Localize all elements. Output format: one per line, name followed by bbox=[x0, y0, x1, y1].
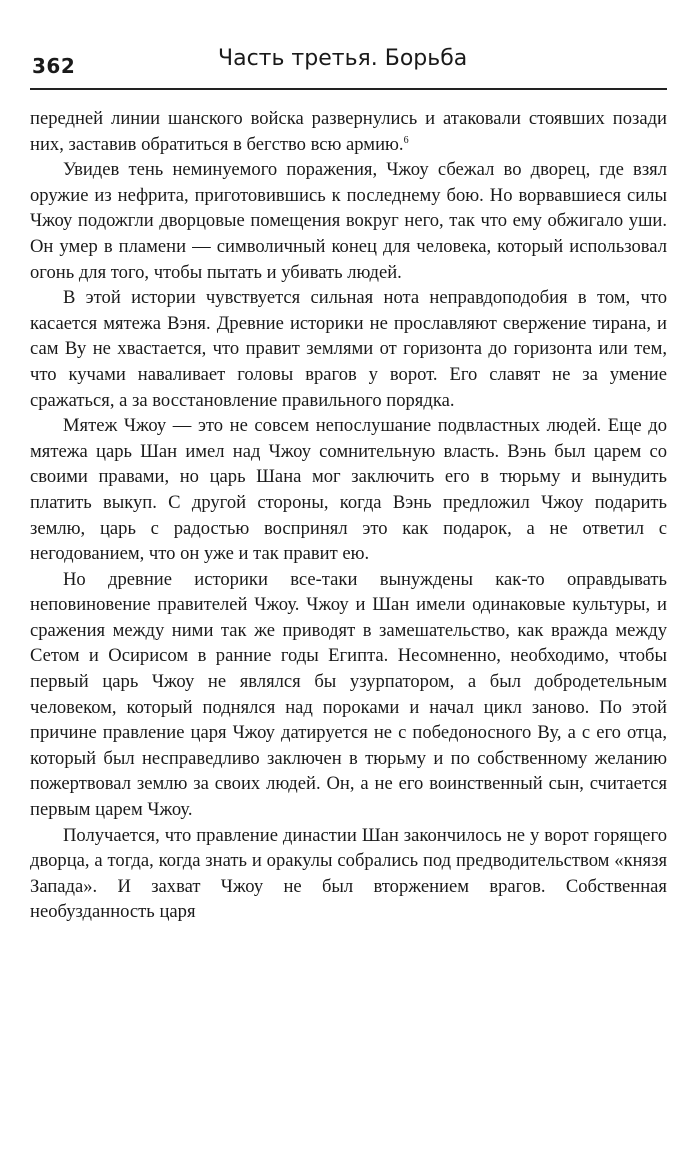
body-text bbox=[30, 106, 667, 925]
paragraph bbox=[30, 285, 667, 413]
running-head bbox=[30, 44, 667, 84]
paragraph bbox=[30, 567, 667, 823]
paragraph-text: В этой истории чувствуется сильная нота неправдоподобия в том, что касается мятежа Вэня. Древние историки не прославляют свержение тирана, и сам Ву не хвастается, что правит землями от горизонта до горизонта или тем, что кучами наваливает головы врагов у ворот. Его славят не за умение сражаться, а за восстановление правильного порядка. bbox=[30, 287, 667, 411]
running-title: Часть третья. Борьба bbox=[218, 46, 468, 71]
page-number: 362 bbox=[32, 54, 76, 78]
paragraph bbox=[30, 823, 667, 925]
paragraph bbox=[30, 157, 667, 285]
header-rule bbox=[30, 88, 667, 90]
paragraph-text: Увидев тень неминуемого поражения, Чжоу сбежал во дворец, где взял оружие из нефрита, приготовившись к последнему бою. Но ворвавшиеся силы Чжоу подожгли дворцовые помещения вокруг него, так что ему обжигало уши. Он умер в пламени — символичный конец для человека, который использовал огонь для того, чтобы пытать и убивать людей. bbox=[30, 159, 667, 283]
footnote-ref[interactable]: 6 bbox=[403, 134, 409, 146]
paragraph-text: передней линии шанского войска развернулись и атаковали стоявших позади них, заставив обратиться в бегство всю армию. bbox=[30, 108, 667, 155]
paragraph bbox=[30, 413, 667, 567]
paragraph-text: Мятеж Чжоу — это не совсем непослушание подвластных людей. Еще до мятежа царь Шан имел над Чжоу сомнительную власть. Вэнь был царем со своими правами, но царь Шана мог заключить его в тюрьму и вынудить платить выкуп. С другой стороны, когда Вэнь предложил Чжоу подарить землю, царь с радостью воспринял это как подарок, а не ответил с негодованием, что он уже и так правит ею. bbox=[30, 415, 667, 565]
paragraph-text: Получается, что правление династии Шан закончилось не у ворот горящего дворца, а тогда, когда знать и оракулы собрались под предводительством «князя Запада». И захват Чжоу не был вторжением врагов. Собственная необузданность царя bbox=[30, 824, 667, 923]
paragraph-text: Но древние историки все-таки вынуждены как-то оправдывать неповиновение правителей Чжоу. Чжоу и Шан имели одинаковые культуры, и сражения между ними так же приводят в замешательство, как вражда между Сетом и Осирисом в ранние годы Египта. Несомненно, необходимо, чтобы первый царь Чжоу не являлся бы узурпатором, а был добродетельным человеком, который поднялся над пороками и начал цикл заново. По этой причине правление царя Чжоу датируется не с победоносного Ву, а с его отца, который был несправедливо заключен в тюрьму и по собственному желанию пожертвовал землю за своих людей. Он, а не его воинственный сын, считается первым царем Чжоу. bbox=[30, 568, 667, 821]
paragraph bbox=[30, 106, 667, 157]
